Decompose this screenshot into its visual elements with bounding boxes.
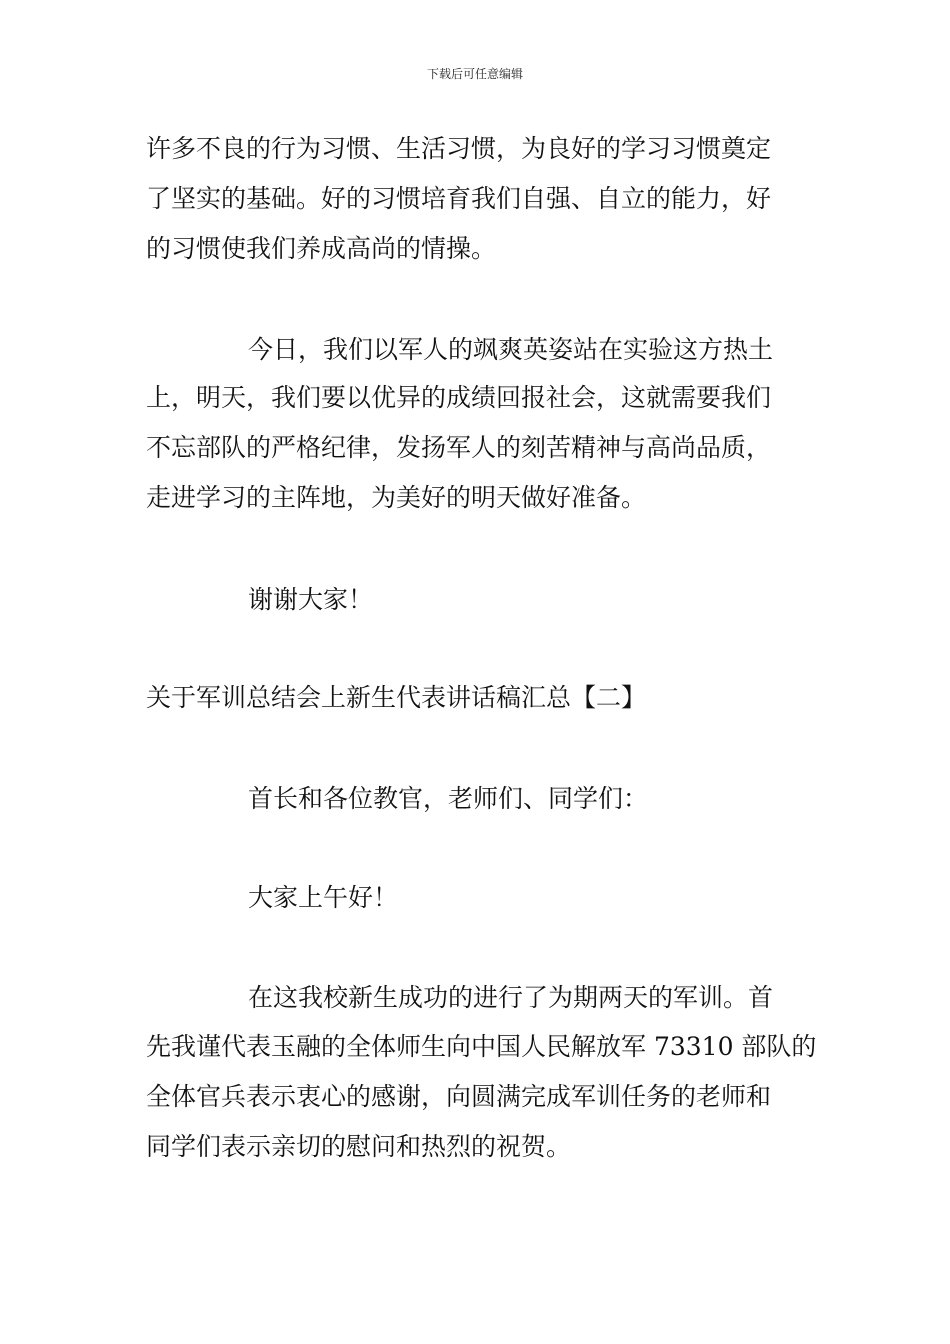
paragraph-line: 不忘部队的严格纪律，发扬军人的刻苦精神与高尚品质， <box>146 433 772 462</box>
paragraph-line: 走进学习的主阵地，为美好的明天做好准备。 <box>146 483 647 512</box>
paragraph-line: 同学们表示亲切的慰问和热烈的祝贺。 <box>146 1132 572 1161</box>
paragraph-line: 今日，我们以军人的飒爽英姿站在实验这方热土 <box>248 335 774 364</box>
header-note: 下载后可任意编辑 <box>426 67 523 81</box>
paragraph-line: 在这我校新生成功的进行了为期两天的军训。首 <box>248 983 774 1012</box>
paragraph-line: 了坚实的基础。好的习惯培育我们自强、自立的能力，好 <box>146 184 772 213</box>
paragraph-line: 全体官兵表示衷心的感谢，向圆满完成军训任务的老师和 <box>146 1082 772 1111</box>
paragraph-line: 的习惯使我们养成高尚的情操。 <box>146 234 497 263</box>
salutation-line: 首长和各位教官，老师们、同学们： <box>248 784 649 813</box>
thanks-line: 谢谢大家！ <box>248 585 374 614</box>
paragraph-line: 上，明天，我们要以优异的成绩回报社会，这就需要我们 <box>146 383 772 412</box>
paragraph-line: 先我谨代表玉融的全体师生向中国人民解放军 73310 部队的 <box>146 1032 817 1061</box>
section-title: 关于军训总结会上新生代表讲话稿汇总【二】 <box>146 683 647 712</box>
paragraph-line: 许多不良的行为习惯、生活习惯，为良好的学习习惯奠定 <box>146 134 772 163</box>
greeting-line: 大家上午好！ <box>248 883 399 912</box>
